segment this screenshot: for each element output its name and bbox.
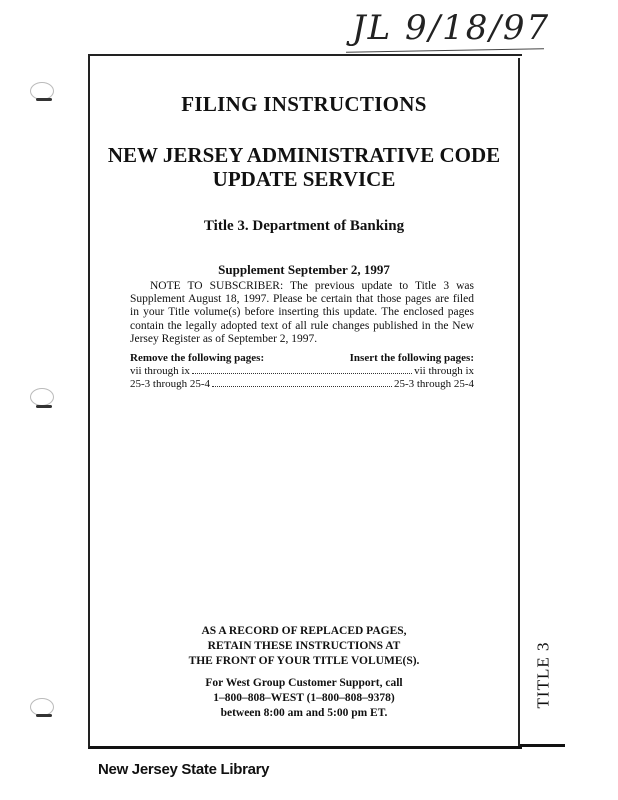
punch-hole-mark	[36, 98, 52, 101]
document-subtitle	[88, 143, 520, 191]
remove-pages-header: Remove the following pages:	[130, 352, 265, 364]
subtitle-line: UPDATE SERVICE	[212, 167, 396, 191]
punch-hole-mark	[36, 714, 52, 717]
table-row	[130, 365, 474, 378]
record-notice	[88, 624, 520, 669]
support-line: For West Group Customer Support, call	[205, 677, 403, 689]
pages-table	[130, 352, 474, 391]
subscriber-note: NOTE TO SUBSCRIBER: The previous update to Title 3 was Supplement August 18, 1997. Please be certain that those pages are filed in your Title volume(s) before inserting this update. The enclosed pages contain the legally adopted text of all rule changes published in the New Jersey Register as of September 2, 1997.	[130, 280, 474, 345]
document-title: FILING INSTRUCTIONS	[181, 92, 427, 116]
subtitle-line: NEW JERSEY ADMINISTRATIVE CODE	[107, 143, 501, 167]
support-hours: between 8:00 am and 5:00 pm ET.	[220, 707, 388, 719]
title-section: Title 3. Department of Banking	[203, 218, 405, 234]
insert-pages-cell: vii through ix	[414, 365, 474, 377]
library-stamp: New Jersey State Library	[98, 761, 270, 778]
insert-pages-header: Insert the following pages:	[349, 352, 474, 364]
record-line: RETAIN THESE INSTRUCTIONS AT	[207, 640, 401, 652]
remove-pages-cell: vii through ix	[130, 365, 190, 377]
pages-table-header	[130, 352, 474, 364]
frame-bottom-edge	[520, 744, 565, 747]
title-tab-label: TITLE 3	[533, 641, 553, 709]
supplement-date: Supplement September 2, 1997	[218, 262, 390, 277]
record-line: AS A RECORD OF REPLACED PAGES,	[201, 625, 407, 637]
customer-support	[88, 676, 520, 721]
table-row	[130, 378, 474, 391]
dot-leader	[212, 386, 392, 387]
punch-hole-middle	[30, 388, 54, 406]
handwritten-initials-date: JL 9/18/97	[352, 8, 551, 48]
support-phone: 1–800–808–WEST (1–800–808–9378)	[213, 692, 395, 704]
title-tab	[520, 620, 566, 730]
record-line: THE FRONT OF YOUR TITLE VOLUME(S).	[188, 655, 420, 667]
remove-pages-cell: 25-3 through 25-4	[130, 378, 211, 390]
insert-pages-cell: 25-3 through 25-4	[393, 378, 474, 390]
punch-hole-mark	[36, 405, 52, 408]
dot-leader	[192, 373, 412, 374]
